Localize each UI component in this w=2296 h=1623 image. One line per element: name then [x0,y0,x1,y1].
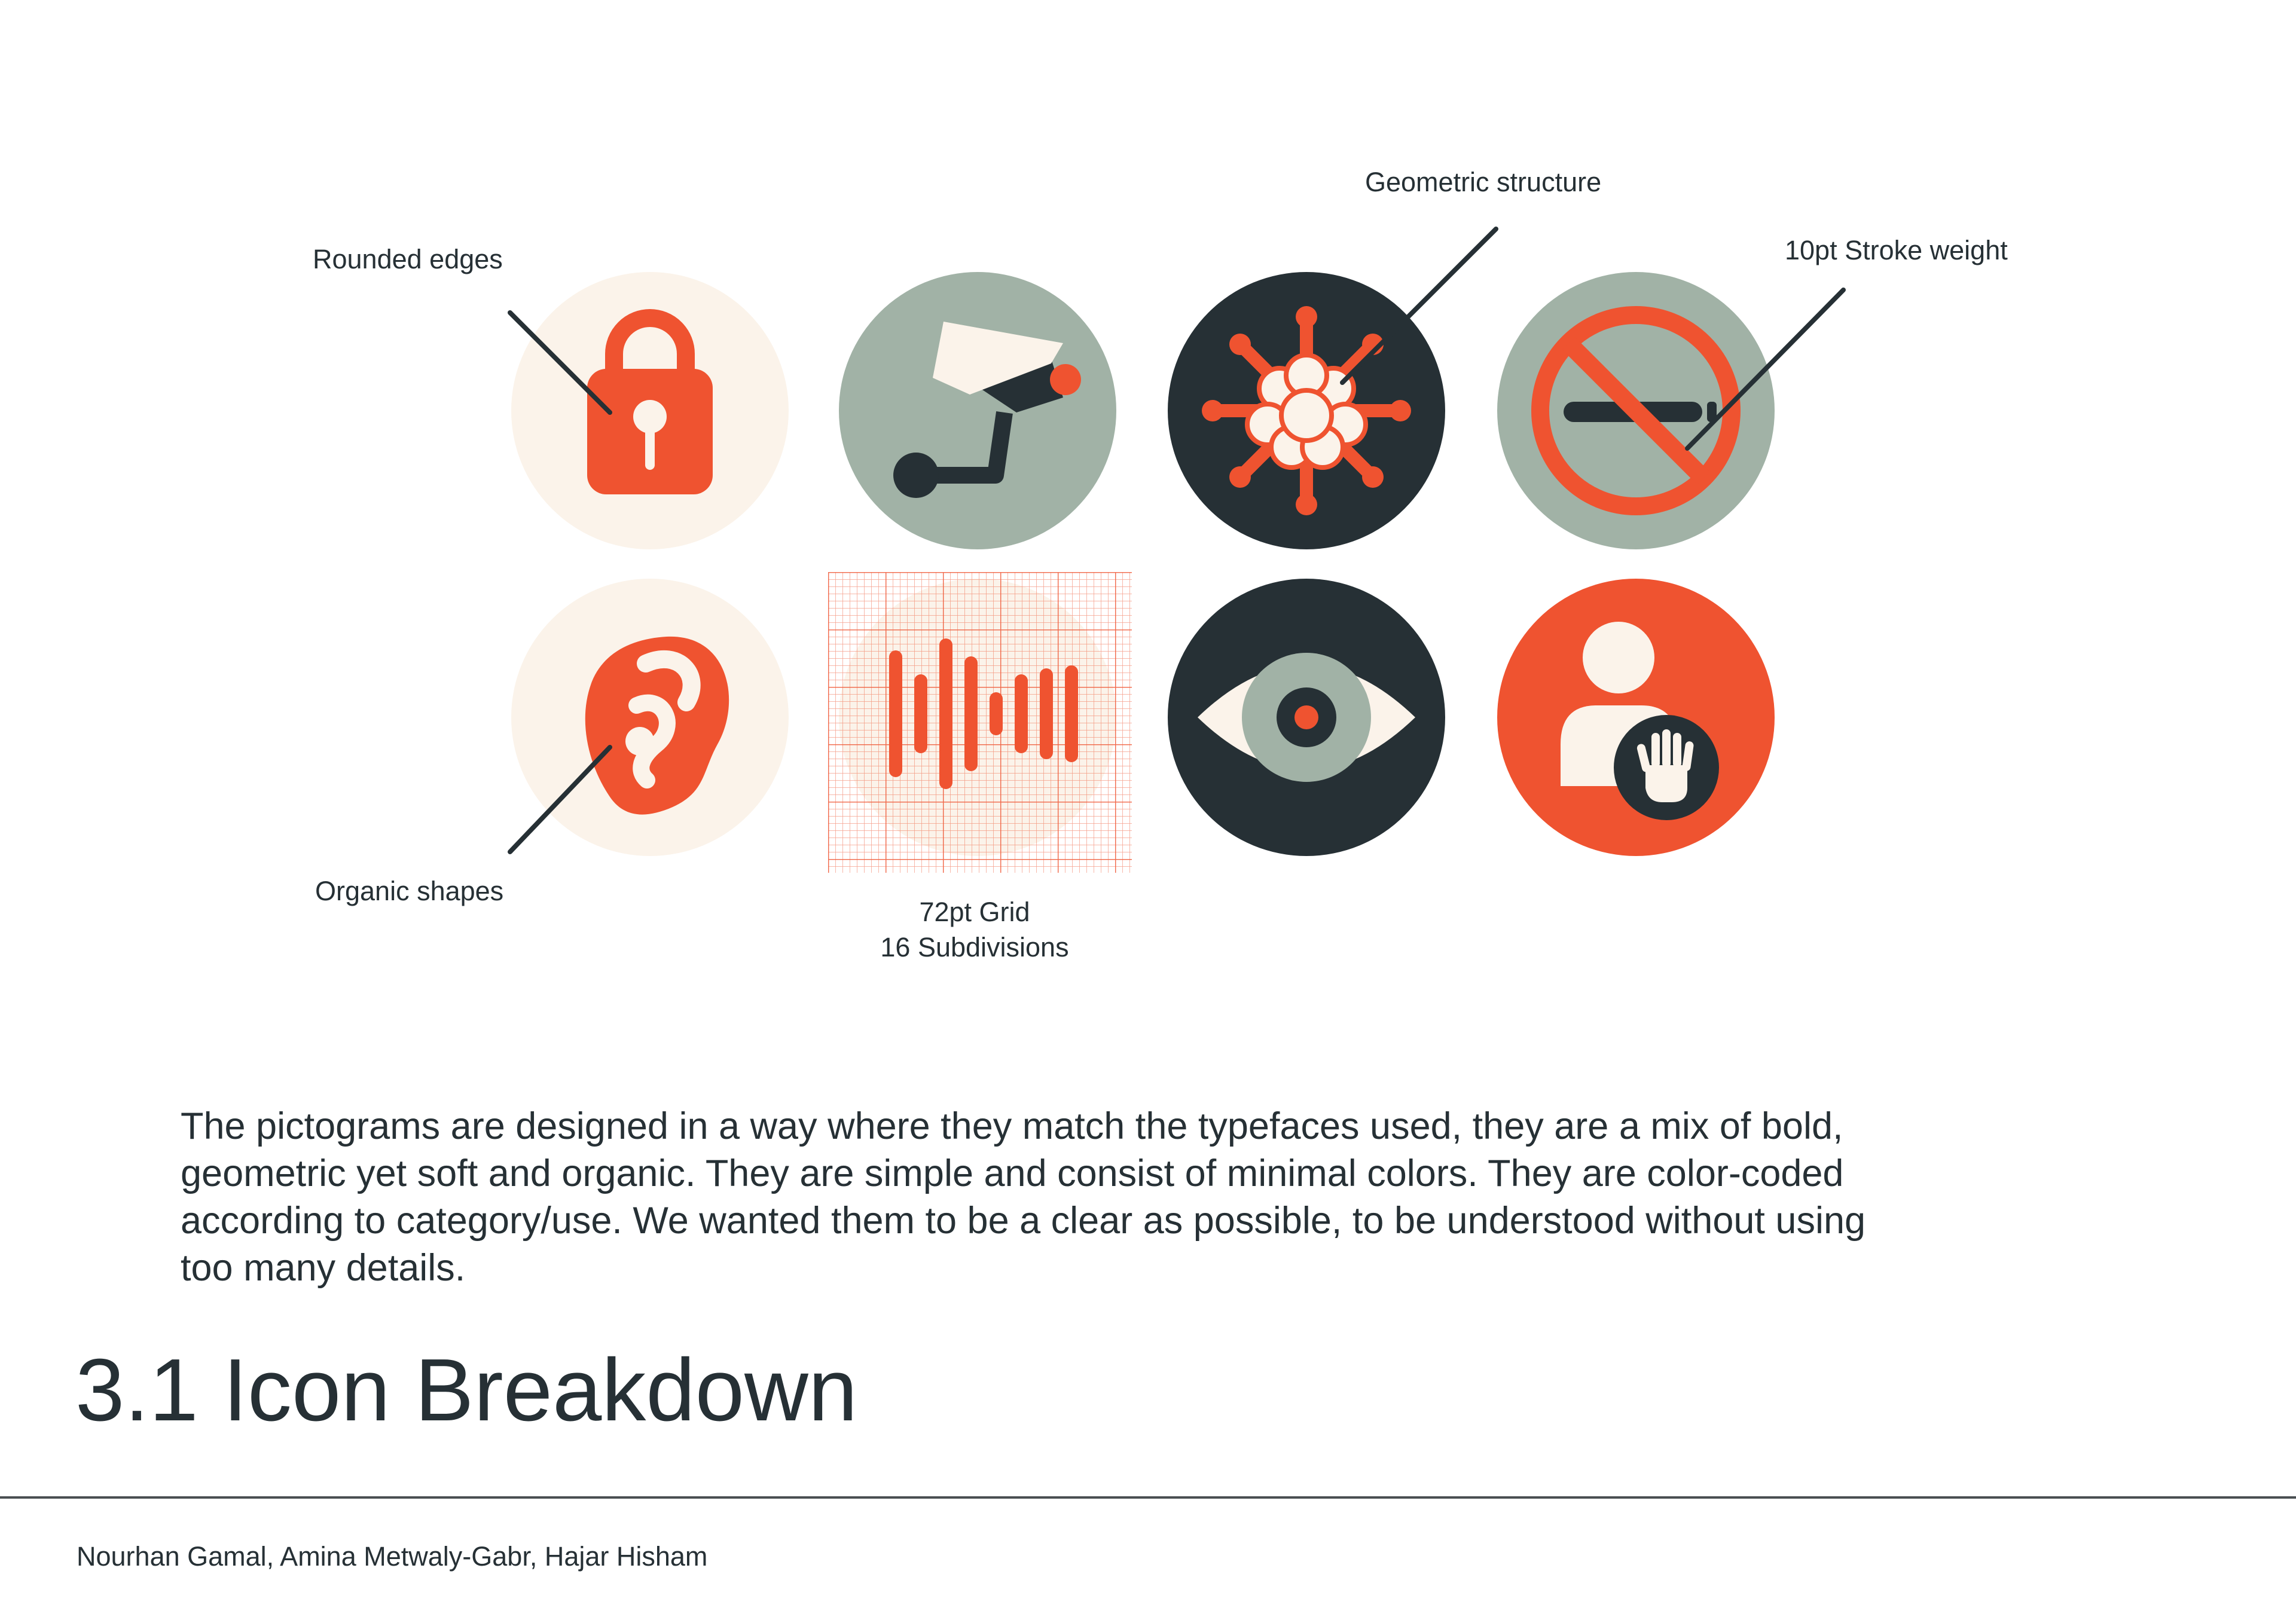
annotation-geometric-structure: Geometric structure [1365,167,1602,197]
user-stop-hand-icon [1497,579,1775,856]
annotation-rounded-edges: Rounded edges [313,244,503,274]
sound-wave-icon [828,572,1132,873]
page-title: 3.1 Icon Breakdown [75,1341,858,1439]
annotation-grid-line2: 16 Subdivisions [880,931,1069,962]
footer-authors: Nourhan Gamal, Amina Metwaly-Gabr, Hajar Hisham [77,1541,708,1572]
footer-divider [0,1496,2296,1499]
annotation-grid-line1: 72pt Grid [919,897,1030,927]
padlock-icon [511,272,789,549]
description-paragraph: The pictograms are designed in a way where they match the typefaces used, they are a mix of bold, geometric yet soft and organic. They are simple and consist of minimal colors. They are color-coded according to category/use. We wanted them to be a clear as possible, to be understood without using too many details. [181,1105,1866,1289]
no-smoking-icon [1497,272,1775,549]
annotation-organic-shapes: Organic shapes [315,876,504,906]
ear-icon [511,579,789,856]
annotation-stroke-weight: 10pt Stroke weight [1785,235,2008,265]
annotation-grid [855,895,1094,965]
eye-icon [1168,579,1445,856]
virus-icon [1168,272,1445,549]
security-camera-icon [839,272,1116,549]
